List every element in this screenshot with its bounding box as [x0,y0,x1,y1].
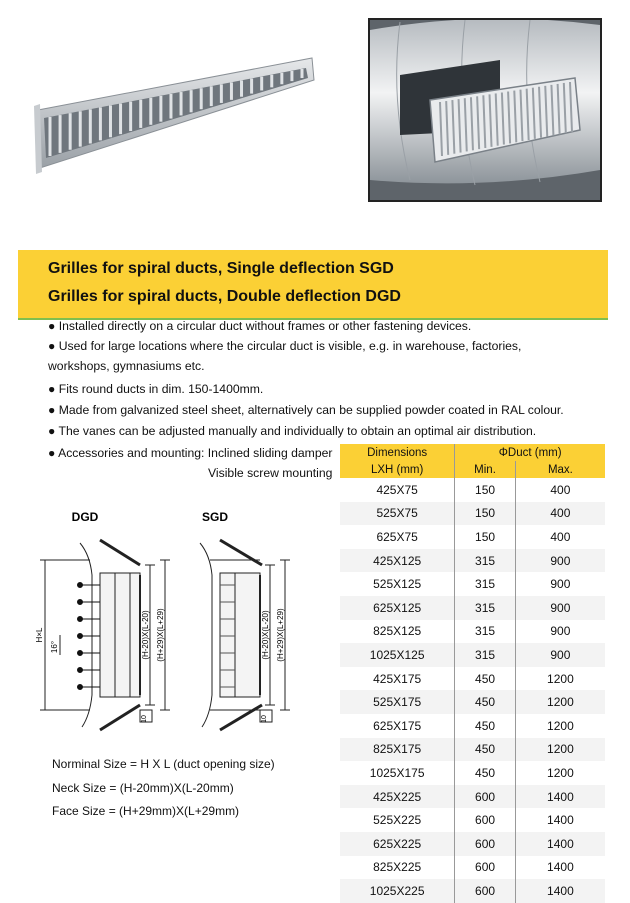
row-dimension: 525X175 [340,690,455,714]
row-duct-max: 900 [515,620,605,644]
row-duct-min: 150 [455,478,516,502]
row-duct-max: 1400 [515,856,605,880]
table-row [340,596,605,620]
sgd-face-label: (H+29)X(L+29) [276,608,285,662]
row-duct-min: 600 [455,832,516,856]
table-row [340,832,605,856]
row-duct-min: 315 [455,549,516,573]
bullet-mounting: Visible screw mounting [208,466,333,480]
row-dimension: 525X125 [373,577,422,592]
grille-product-image [30,40,320,190]
table-row [340,478,605,502]
bullet-fits: ● Fits round ducts in dim. 150-1400mm. [48,382,264,396]
row-duct-max: 400 [515,478,605,502]
table-row [340,714,605,738]
table-row [340,785,605,809]
formula-nominal: Norminal Size = H X L (duct opening size) [52,757,275,771]
formula-neck: Neck Size = (H-20mm)X(L-20mm) [52,781,234,795]
title-sgd: Grilles for spiral ducts, Single deflection SGD [48,260,394,277]
table-row [340,667,605,691]
row-dimension: 525X225 [373,813,422,828]
row-duct-min: 315 [455,620,516,644]
sgd-depth-label: 10 [261,715,268,723]
row-duct-min: 150 [455,502,516,526]
bullet-vanes: ● The vanes can be adjusted manually and individually to obtain an optimal air distribution. [48,424,537,438]
row-duct-min: 450 [455,690,516,714]
row-dimension: 625X125 [340,596,455,620]
bullet-usage: ● Used for large locations where the circular duct is visible, e.g. in warehouse, factories, [48,339,522,353]
section-drawings [30,505,330,745]
table-row [340,643,605,667]
row-duct-max: 1200 [515,690,605,714]
title-dgd: Grilles for spiral ducts, Double deflection DGD [48,288,401,305]
dgd-drawing [40,540,170,730]
row-duct-min: 600 [455,879,516,903]
row-dimension: 425X225 [340,785,455,809]
dim-header-2: LXH (mm) [340,461,455,478]
dgd-angle-label: 16° [50,640,59,654]
row-dimension: 525X75 [340,502,455,526]
row-duct-min: 600 [455,808,516,832]
title-banner [18,250,608,318]
table-row [340,808,605,832]
row-duct-min: 450 [455,714,516,738]
row-dimension: 825X175 [340,738,455,762]
row-dimension: 625X225 [340,832,455,856]
max-header: Max. [515,461,605,478]
duct-header: ΦDuct (mm) [455,444,605,461]
table-row [340,572,605,596]
bullet-install: ● Installed directly on a circular duct without frames or other fastening devices. [48,319,472,333]
table-row [340,690,605,714]
table-row [340,856,605,880]
row-duct-max: 1200 [515,714,605,738]
dgd-face-label: (H+29)X(L+29) [156,608,165,662]
dgd-neck-label: (H-20)X(L-20) [141,610,150,660]
row-dimension: 1025X225 [340,879,455,903]
row-dimension: 1025X175 [369,765,425,780]
row-dimension: 425X175 [373,671,422,686]
duct-mounted-image [368,18,602,202]
table-row [340,738,605,762]
row-duct-max: 1200 [515,738,605,762]
row-dimension: 625X75 [376,529,418,544]
row-duct-max: 1200 [515,761,605,785]
row-duct-max: 400 [515,525,605,549]
dgd-label: DGD [71,510,99,524]
row-duct-max: 1400 [515,832,605,856]
row-dimension: 425X125 [340,549,455,573]
row-dimension: 1025X125 [340,643,455,667]
min-header: Min. [455,461,516,478]
table-row [340,525,605,549]
bullet-material: ● Made from galvanized steel sheet, alternatively can be supplied powder coated in RAL colour. [48,403,564,417]
row-duct-max: 1400 [515,785,605,809]
table-row [340,502,605,526]
row-dimension: 825X225 [373,860,422,875]
row-duct-min: 600 [455,856,516,880]
row-duct-min: 315 [455,596,516,620]
row-duct-min: 150 [455,525,516,549]
row-dimension: 425X75 [376,482,418,497]
row-duct-max: 1400 [515,879,605,903]
sgd-neck-label: (H-20)X(L-20) [261,610,270,660]
row-duct-min: 450 [455,667,516,691]
table-row [340,879,605,903]
table-row [340,620,605,644]
formula-face: Face Size = (H+29mm)X(L+29mm) [52,804,240,818]
row-duct-max: 1200 [515,667,605,691]
row-duct-min: 600 [455,785,516,809]
row-duct-max: 900 [515,572,605,596]
dimensions-table [340,444,605,903]
bullet-usage-cont: workshops, gymnasiums etc. [48,359,205,373]
row-dimension: 825X125 [373,624,422,639]
dgd-depth-label: 10 [141,715,148,723]
row-duct-max: 900 [515,596,605,620]
row-duct-max: 1400 [515,808,605,832]
row-duct-min: 315 [455,572,516,596]
row-duct-min: 450 [455,761,516,785]
table-row [340,549,605,573]
sgd-label: SGD [201,510,229,524]
row-duct-min: 450 [455,738,516,762]
table-row [340,761,605,785]
dim-header-1: Dimensions [340,444,455,461]
row-duct-max: 900 [515,549,605,573]
bullet-accessories: ● Accessories and mounting: Inclined sliding damper [48,446,333,460]
row-dimension: 625X175 [373,718,422,733]
row-duct-max: 400 [515,502,605,526]
row-duct-max: 900 [515,643,605,667]
row-duct-min: 315 [455,643,516,667]
dgd-hl-label: H×L [35,627,44,643]
